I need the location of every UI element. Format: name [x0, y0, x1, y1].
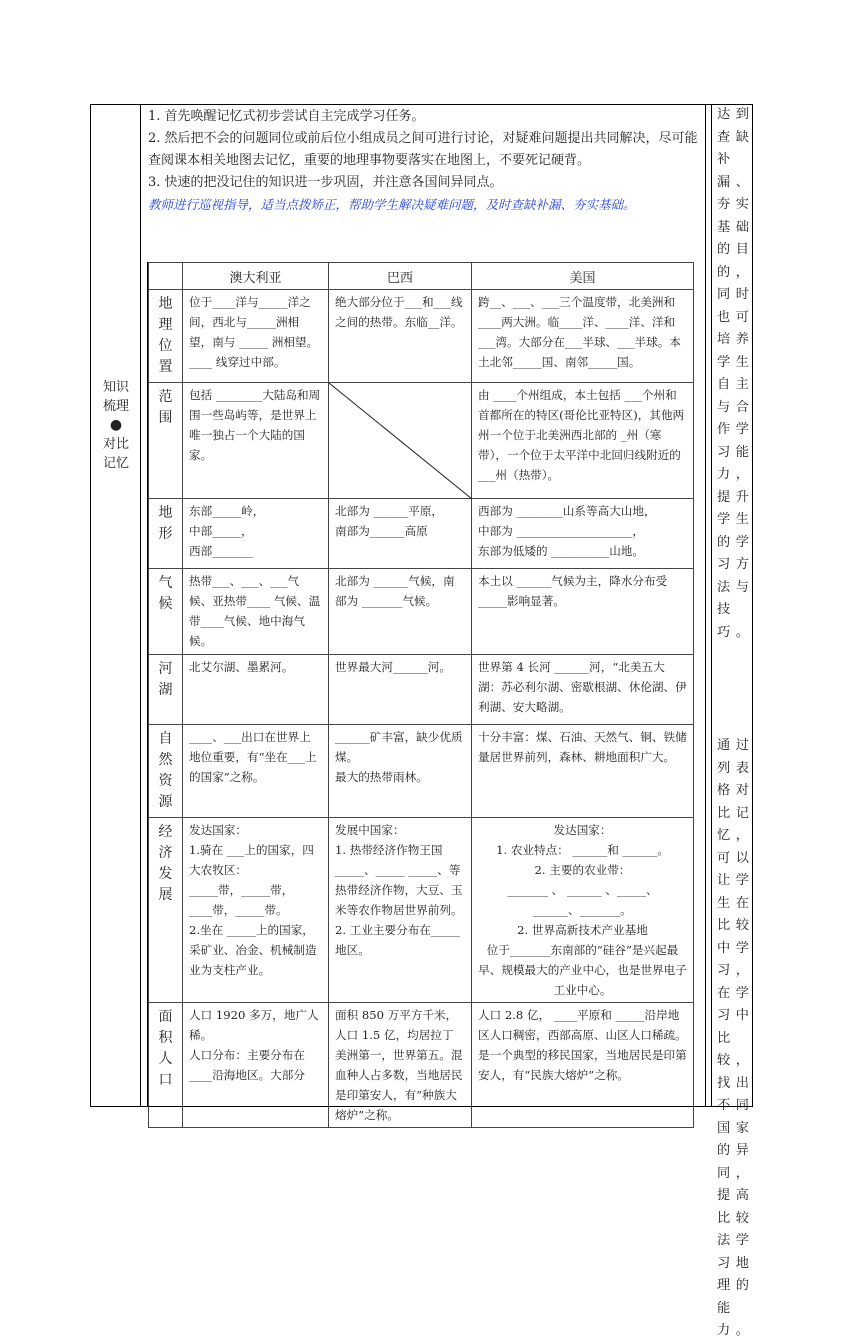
cell-bra-population: 面积 850 万平方千米，人口 1.5 亿，均居拉丁美洲第一，世界第五。混血种人占多数，当地居民是印第安人，有“种族大熔炉”之称。 [329, 1003, 472, 1128]
cell-bra-scope-empty [329, 383, 472, 499]
section-label-line2: 梳理 [102, 399, 129, 414]
cell-aus-population: 人口 1920 多万，地广人稀。 人口分布：主要分布在____沿海地区。大部分 [183, 1003, 329, 1128]
col3-left-border [705, 104, 706, 1107]
row-label-rivers: 河 湖 [149, 655, 183, 725]
cell-aus-rivers: 北艾尔湖、墨累河。 [183, 655, 329, 725]
col3-inner-border [711, 104, 712, 1107]
section-label-line1: 知识 [102, 380, 129, 395]
cell-bra-climate: 北部为 ______气候，南部为 _______气候。 [329, 569, 472, 655]
step-2: 2. 然后把不会的问题同位或前后位小组成员之间可进行讨论，对疑难问题提出共同解决，尽可能查阅课本相关地图去记忆，重要的地理事物要落实在地图上，不要死记硬背。 [148, 131, 698, 168]
section-label [92, 378, 140, 473]
row-label-location: 地 理 位 置 [149, 290, 183, 383]
step-3: 3. 快速的把没记住的知识进一步巩固，并注意各国间异同点。 [148, 175, 503, 190]
section-label-line4: 记忆 [102, 456, 129, 471]
header-australia: 澳大利亚 [183, 263, 329, 290]
cell-bra-terrain: 北部为 ______平原， 南部为______高原 [329, 499, 472, 569]
table-row [149, 725, 694, 818]
right-note-top-text: 达到查缺补漏、夯实基础的目的，同时也可培养学生自主与合作学习能力，提升学生的学习方法与技巧。 [717, 107, 749, 640]
outer-left-border [90, 104, 91, 1107]
table-row [149, 383, 694, 499]
cell-usa-location: 跨__、___、___三个温度带，北美洲和____两大洲。临____洋、____洋、洋和___湾。大部分在___半球、___半球。本土北邻_____国、南邻_____国。 [472, 290, 694, 383]
bullet-icon: ● [109, 417, 123, 433]
steps-block [148, 106, 702, 216]
table-header-row [149, 263, 694, 290]
cell-aus-economy: 发达国家： 1.骑在 ___上的国家，四大农牧区： _____带，_____带， ____带，_____带。 2.坐在 _____上的国家，采矿业、冶金、机械制造业为支柱产业。 [183, 818, 329, 1003]
cell-bra-economy: 发展中国家： 1. 热带经济作物王国 _____、_____ _____、等热带经济作物，大豆、玉米等农作物居世界前列。 2. 工业主要分布在_____地区。 [329, 818, 472, 1003]
row-label-terrain: 地 形 [149, 499, 183, 569]
cell-usa-rivers: 世界第 4 长河 ______河，“北美五大湖：苏必利尔湖、密歇根湖、休伦湖、伊利湖、安大略湖。 [472, 655, 694, 725]
row-label-population: 面 积 人 口 [149, 1003, 183, 1128]
comparison-table [148, 262, 694, 1128]
table-row [149, 569, 694, 655]
col1-right-border [140, 104, 141, 1107]
outer-top-border [90, 104, 752, 105]
cell-bra-location: 绝大部分位于___和___线之间的热带。东临__洋。 [329, 290, 472, 383]
diagonal-line [329, 383, 472, 499]
cell-usa-population: 人口 2.8 亿， ____平原和 _____沿岸地区人口稠密，西部高原、山区人口稀疏。 是一个典型的移民国家，当地居民是印第安人，有“民族大熔炉”之称。 [472, 1003, 694, 1128]
cell-bra-rivers: 世界最大河______河。 [329, 655, 472, 725]
header-usa: 美国 [472, 263, 694, 290]
right-note-bottom [717, 735, 747, 1343]
row-label-resources: 自 然 资 源 [149, 725, 183, 818]
step-1: 1. 首先唤醒记忆式初步尝试自主完成学习任务。 [148, 109, 425, 124]
cell-usa-economy: 发达国家： 1. 农业特点： ______和 ______。 2. 主要的农业带： _______ 、 ______ 、_____、 ______、_______。 2. 世界高新技术产业基地 位于_______东南部的“硅谷”是兴起最早、规模最大的产业中心，也是世界电子工业中心。 [472, 818, 694, 1003]
cell-aus-resources: ____、___出口在世界上地位重要，有“坐在___上的国家”之称。 [183, 725, 329, 818]
cell-aus-climate: 热带___、___、___气候、亚热带____ 气候、温带____气候、地中海气候。 [183, 569, 329, 655]
header-blank [149, 263, 183, 290]
table-row [149, 499, 694, 569]
row-label-economy: 经 济 发 展 [149, 818, 183, 1003]
table-row [149, 655, 694, 725]
table-row [149, 818, 694, 1003]
outer-right-border [752, 104, 753, 1107]
table-row [149, 1003, 694, 1128]
right-note-top [717, 104, 747, 644]
cell-bra-resources: ______矿丰富，缺少优质煤。 最大的热带雨林。 [329, 725, 472, 818]
right-note-bottom-text: 通过列表格对比记忆，可以让学生在比较中学习，在学习中比较，找出不同国家的异同，提高比较法学习地理的能力。 [717, 738, 749, 1338]
cell-usa-climate: 本土以 ______气候为主，降水分布受 _____影响显著。 [472, 569, 694, 655]
table-row [149, 290, 694, 383]
section-label-line3: 对比 [102, 437, 129, 452]
cell-aus-terrain: 东部_____岭， 中部_____， 西部_______ [183, 499, 329, 569]
cell-aus-scope: 包括 ________大陆岛和周围一些岛屿等，是世界上唯一独占一个大陆的国家。 [183, 383, 329, 499]
cell-usa-resources: 十分丰富：煤、石油、天然气、铜、铁储量居世界前列，森林、耕地面积广大。 [472, 725, 694, 818]
row-label-climate: 气 候 [149, 569, 183, 655]
teacher-note: 教师进行巡视指导，适当点拨矫正，帮助学生解决疑难问题，及时查缺补漏、夯实基础。 [148, 197, 636, 212]
cell-usa-scope: 由 ____个州组成，本土包括 ___个州和首都所在的特区(哥伦比亚特区)，其他两州一个位于北美洲西北部的 _州（寒带），一个位于太平洋中北回归线附近的___州（热带）。 [472, 383, 694, 499]
header-brazil: 巴西 [329, 263, 472, 290]
cell-usa-terrain: 西部为 ________山系等高大山地， 中部为 ____________________， 东部为低矮的 __________山地。 [472, 499, 694, 569]
row-label-scope: 范 围 [149, 383, 183, 499]
cell-aus-location: 位于____洋与_____洋之间，西北与_____洲相望，南与 _____ 洲相望。____ 线穿过中部。 [183, 290, 329, 383]
